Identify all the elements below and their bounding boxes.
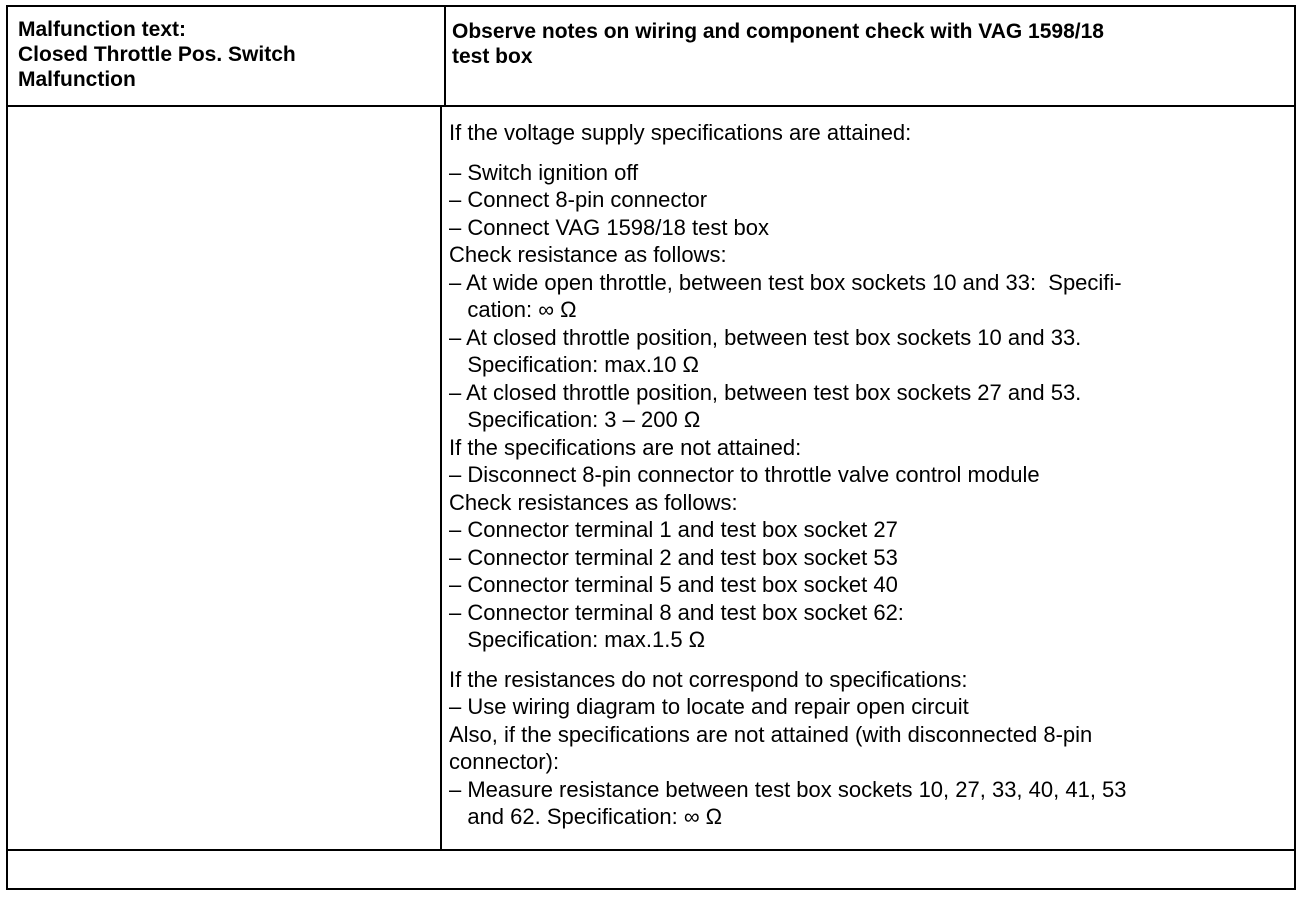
malfunction-header-cell — [18, 17, 438, 92]
procedure-line: – Use wiring diagram to locate and repair open circuit — [449, 694, 969, 719]
procedure-line: Check resistance as follows: — [449, 242, 727, 267]
procedure-line: – Measure resistance between test box sockets 10, 27, 33, 40, 41, 53 — [449, 776, 1127, 802]
procedure-line: – Connector terminal 1 and test box socket 27 — [449, 517, 898, 542]
procedure-line: – Connect 8-pin connector — [449, 187, 708, 212]
procedure-line: If the resistances do not correspond to specifications: — [449, 666, 968, 692]
malfunction-header-line: Malfunction — [18, 68, 136, 91]
procedure-line: Specification: 3 – 200 Ω — [449, 407, 701, 432]
procedure-line: – At wide open throttle, between test box sockets 10 and 33: Specifi- — [449, 269, 1122, 295]
column-divider-body — [440, 107, 442, 851]
procedure-line: – At closed throttle position, between test box sockets 10 and 33. — [449, 324, 1082, 350]
empty-footer-row — [8, 851, 1294, 888]
notes-header-cell — [452, 19, 1272, 69]
empty-left-cell — [8, 107, 440, 849]
procedure-line: – Connector terminal 5 and test box socket 40 — [449, 572, 898, 597]
procedure-line: cation: ∞ Ω — [449, 297, 577, 322]
malfunction-header-line: Closed Throttle Pos. Switch — [18, 43, 296, 66]
procedure-line: Check resistances as follows: — [449, 489, 738, 515]
notes-header-line: Observe notes on wiring and component check with VAG 1598/18 — [452, 20, 1104, 43]
procedure-line: – Connect VAG 1598/18 test box — [449, 214, 770, 240]
procedure-line: – Connector terminal 2 and test box socket 53 — [449, 544, 898, 570]
procedure-line: – At closed throttle position, between test box sockets 27 and 53. — [449, 379, 1082, 405]
procedure-line: If the voltage supply specifications are attained: — [449, 120, 912, 145]
procedure-line: Specification: max.1.5 Ω — [449, 627, 706, 652]
procedure-line: – Switch ignition off — [449, 159, 639, 185]
procedure-line: Specification: max.10 Ω — [449, 352, 700, 377]
procedure-line: – Disconnect 8-pin connector to throttle valve control module — [449, 462, 1040, 487]
document-table — [6, 5, 1296, 890]
procedure-line: – Connector terminal 8 and test box socket 62: — [449, 599, 904, 625]
procedure-line: Also, if the specifications are not attained (with disconnected 8-pin — [449, 721, 1093, 747]
procedure-line: and 62. Specification: ∞ Ω — [449, 804, 723, 829]
procedure-text-cell — [449, 119, 1284, 831]
column-divider-header — [444, 7, 446, 107]
procedure-line: If the specifications are not attained: — [449, 434, 802, 460]
notes-header-line: test box — [452, 45, 533, 68]
procedure-line: connector): — [449, 749, 560, 774]
malfunction-header-line: Malfunction text: — [18, 18, 186, 41]
